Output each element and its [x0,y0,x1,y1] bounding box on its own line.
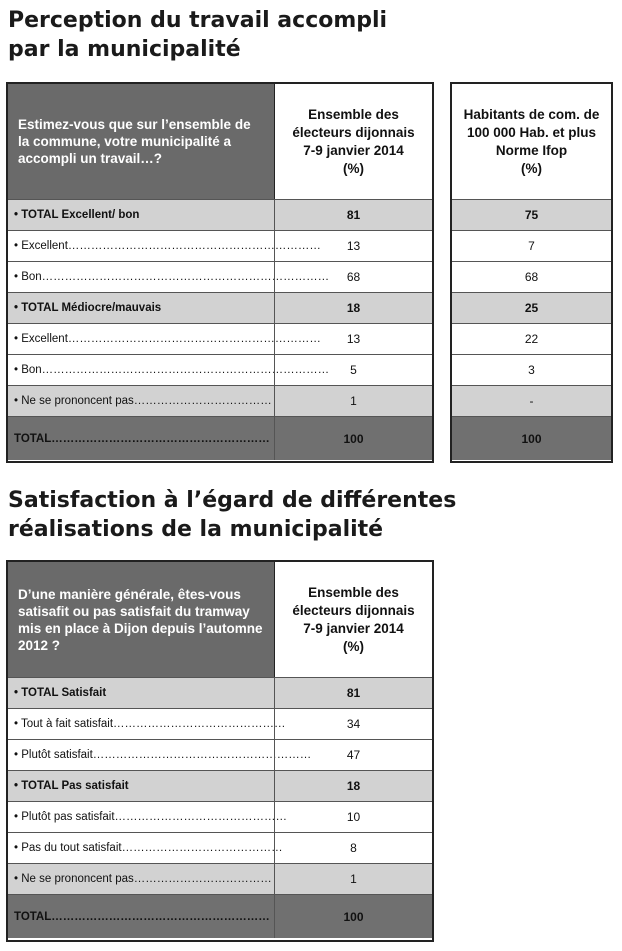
row-value: - [452,386,611,416]
row-label-text: • TOTAL Satisfait [14,687,107,699]
row-value: 7 [528,239,535,253]
table-row [452,230,611,261]
row-label-text: • TOTAL Excellent/ bon [14,209,140,221]
row-label [8,740,312,770]
header-line: Ensemble des [308,584,399,600]
table-row [8,770,432,801]
norme-table [450,82,613,463]
row-label-text: • Excellent………………………………………………………… [14,333,321,345]
perception-col1-header [274,84,432,199]
table-row [8,416,432,460]
table-row [8,894,432,938]
norme-col-header [452,84,611,199]
row-label-text: • Tout à fait satisfait……………………………………… [14,718,286,730]
row-label [8,262,330,292]
row-label [8,355,330,385]
row-value: 18 [274,293,432,323]
section1-title [8,6,387,64]
row-label [8,833,283,863]
table-row [8,323,432,354]
section1-title-line1: Perception du travail accompli [8,8,388,33]
row-label-text: • Excellent………………………………………………………… [14,240,321,252]
row-value: 25 [452,293,611,323]
perception-table-header [8,84,432,199]
row-label-text: • Bon………………………………………………………………… [14,271,330,283]
header-line: Habitants de com. de [463,106,600,122]
row-value: 22 [524,332,539,346]
row-label [8,200,274,230]
header-line: 7-9 janvier 2014 [303,620,404,636]
table-row [452,199,611,230]
row-value: 68 [274,262,432,292]
header-line: Ensemble des [308,106,399,122]
row-label-text: • TOTAL Pas satisfait [14,780,129,792]
table-row [8,708,432,739]
row-label [8,417,274,460]
row-label [8,386,274,416]
header-line: 7-9 janvier 2014 [303,142,404,158]
row-label [8,324,321,354]
table-row [452,416,611,460]
row-label-text: • Pas du tout satisfait…………………………………… [14,842,283,854]
tramway-col1-header [274,562,432,677]
header-line: (%) [342,638,364,654]
row-value: 1 [274,864,432,894]
row-label [8,293,274,323]
row-value: 81 [274,200,432,230]
row-label-text: • Ne se prononcent pas……………………………… [14,395,272,407]
header-line: (%) [521,160,542,176]
table-row [8,385,432,416]
row-label [8,231,321,261]
header-line: électeurs dijonnais [292,124,415,140]
table-row [8,354,432,385]
header-line: Norme Ifop [495,142,568,158]
tramway-table-header [8,562,432,677]
section2-title-line2: réalisations de la municipalité [8,517,384,542]
table-row [452,385,611,416]
norme-table-header [452,84,611,199]
section2-title-line1: Satisfaction à l’égard de différentes [8,488,457,513]
perception-question: Estimez-vous que sur l’ensemble de la commune, votre municipalité a accompli un travail…? [8,84,274,199]
table-row [452,354,611,385]
row-label-text: • Plutôt satisfait………………………………………………… [14,749,312,761]
table-row [452,323,611,354]
row-value: 3 [528,363,535,377]
header-line: électeurs dijonnais [292,602,415,618]
row-label [8,771,274,801]
row-label [8,802,288,832]
row-label [8,678,274,708]
row-value: 18 [274,771,432,801]
row-label-text: TOTAL………………………………………………… [14,910,270,923]
row-label [8,864,274,894]
table-row [8,863,432,894]
row-label-text: • Bon………………………………………………………………… [14,364,330,376]
row-label-text: TOTAL………………………………………………… [14,432,270,445]
row-value: 100 [274,417,432,460]
table-row [8,677,432,708]
header-line: (%) [342,160,364,176]
tramway-question: D’une manière générale, êtes-vous satisafit ou pas satisfait du tramway mis en place à Dijon depuis l’automne 2012 ? [8,562,274,677]
tramway-table [6,560,434,942]
row-value: 100 [452,417,611,460]
row-value: 5 [274,355,432,385]
header-line: 100 000 Hab. et plus [466,124,597,140]
row-value: 100 [274,895,432,938]
row-value: 8 [274,833,432,863]
row-value: 10 [274,802,432,832]
row-label [8,709,286,739]
table-row [8,801,432,832]
table-row [452,292,611,323]
table-row [8,199,432,230]
table-row [8,832,432,863]
table-row [8,292,432,323]
row-label-text: • TOTAL Médiocre/mauvais [14,302,162,314]
row-label-text: • Plutôt pas satisfait……………………………………… [14,811,288,823]
row-value: 34 [274,709,432,739]
table-row [452,261,611,292]
section1-title-line2: par la municipalité [8,37,241,62]
table-row [8,230,432,261]
row-value: 68 [524,270,539,284]
row-value: 75 [452,200,611,230]
section2-title [8,486,456,544]
row-value: 13 [274,231,432,261]
row-label [8,895,274,938]
table-row [8,739,432,770]
row-value: 47 [274,740,432,770]
table-row [8,261,432,292]
row-label-text: • Ne se prononcent pas……………………………… [14,873,272,885]
row-value: 81 [274,678,432,708]
row-value: 1 [274,386,432,416]
row-value: 13 [274,324,432,354]
perception-table [6,82,434,463]
